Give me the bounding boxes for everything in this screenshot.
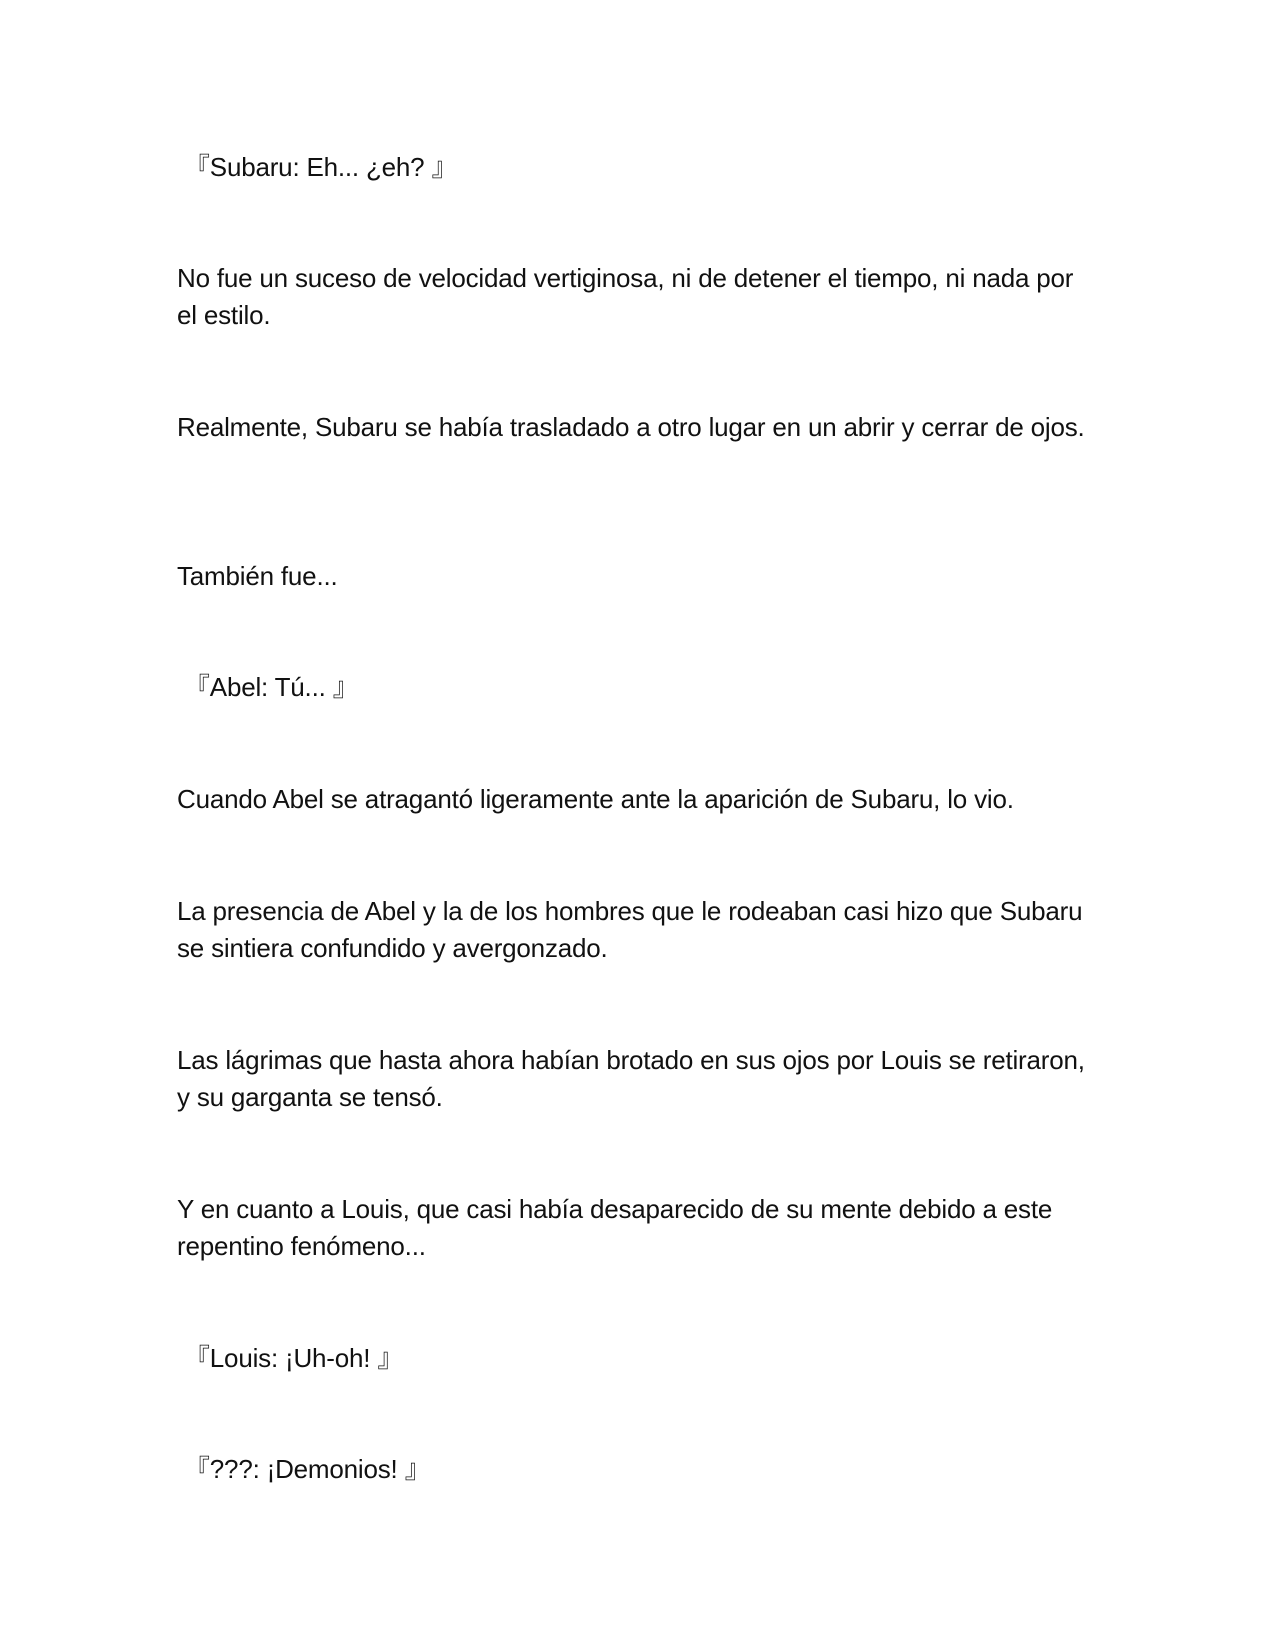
dialogue-subaru: 『Subaru: Eh... ¿eh? 』 [184,152,458,182]
narration-paragraph: Las lágrimas que hasta ahora habían brotado en sus ojos por Louis se retiraron, y su garganta se tensó. [177,1045,1085,1112]
narration-paragraph: También fue... [177,561,338,591]
narration-paragraph: No fue un suceso de velocidad vertiginosa, ni de detener el tiempo, ni nada por el estilo. [177,263,1074,330]
narration-paragraph: Cuando Abel se atragantó ligeramente ante la aparición de Subaru, lo vio. [177,784,1014,814]
narration-paragraph: La presencia de Abel y la de los hombres que le rodeaban casi hizo que Subaru se sintiera confundido y avergonzado. [177,896,1083,963]
narration-paragraph: Y en cuanto a Louis, que casi había desaparecido de su mente debido a este repentino fenómeno... [177,1194,1053,1261]
narration-paragraph: Realmente, Subaru se había trasladado a otro lugar en un abrir y cerrar de ojos. [177,412,1085,442]
dialogue-louis: 『Louis: ¡Uh-oh! 』 [184,1343,404,1373]
dialogue-unknown: 『???: ¡Demonios! 』 [184,1454,431,1484]
dialogue-abel: 『Abel: Tú... 』 [184,672,359,702]
